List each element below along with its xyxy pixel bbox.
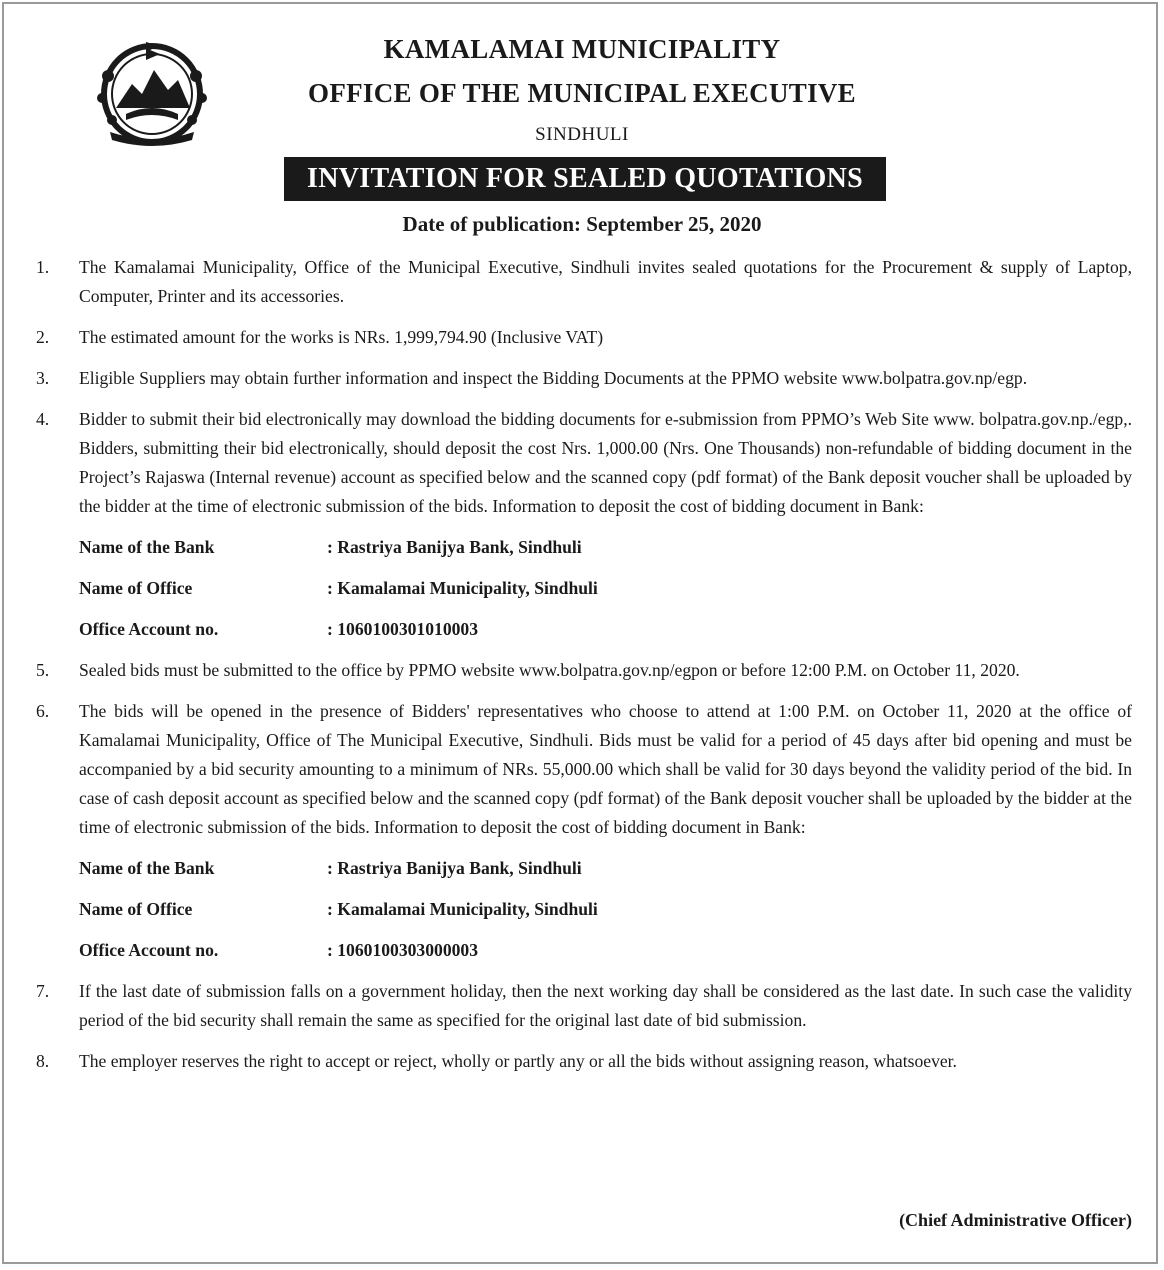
item-number: 2. <box>36 327 50 347</box>
item-text: Eligible Suppliers may obtain further information and inspect the Bidding Documents at the PPMO website www.bolpatra.gov.np/egp. <box>79 368 1028 388</box>
item-text: The estimated amount for the works is NRs. 1,999,794.90 (Inclusive VAT) <box>79 327 604 347</box>
bank-row <box>79 936 1132 965</box>
item-number: 3. <box>36 368 50 388</box>
bank-label: Name of the Bank <box>79 537 215 557</box>
bank-row <box>79 854 1132 883</box>
office-name: OFFICE OF THE MUNICIPAL EXECUTIVE <box>308 78 856 108</box>
bank-value: : Kamalamai Municipality, Sindhuli <box>327 578 598 598</box>
bank-row <box>79 533 1132 562</box>
list-item <box>36 977 1132 1035</box>
bank-row <box>79 574 1132 603</box>
list-item <box>36 656 1132 685</box>
bank-value: : 1060100303000003 <box>327 940 479 960</box>
list-item <box>36 1047 1132 1076</box>
item-text: The employer reserves the right to accept or reject, wholly or partly any or all the bids without assigning reason, whatsoever. <box>79 1051 957 1071</box>
bank-row <box>79 895 1132 924</box>
item-number: 5. <box>36 660 50 680</box>
bank-details-1 <box>79 533 1132 644</box>
item-text: Sealed bids must be submitted to the office by PPMO website www.bolpatra.gov.np/egpon or before 12:00 P.M. on October 11, 2020. <box>79 660 1020 680</box>
notice-title: INVITATION FOR SEALED QUOTATIONS <box>284 157 886 201</box>
district-name: SINDHULI <box>535 124 629 145</box>
notice-body <box>36 253 1132 1088</box>
bank-value: : 1060100301010003 <box>327 619 479 639</box>
item-text: The Kamalamai Municipality, Office of the Municipal Executive, Sindhuli invites sealed quotations for the Procurement & supply of Laptop, Computer, Printer and its accessories. <box>79 257 1132 306</box>
bank-label: Name of Office <box>79 899 193 919</box>
bank-label: Name of Office <box>79 578 193 598</box>
bank-label: Name of the Bank <box>79 858 215 878</box>
item-text: Bidder to submit their bid electronically may download the bidding documents for e-submission from PPMO’s Web Site www. bolpatra.gov.np./egp,. Bidders, submitting their bid electronically, should deposit the cost Nrs. 1,000.00 (Nrs. One Thousands) non-refundable of bidding document in the Project’s Rajaswa (Internal revenue) account as specified below and the scanned copy (pdf format) of the Bank deposit voucher shall be uploaded by the bidder at the time of electronic submission of the bids. Information to deposit the cost of bidding document in Bank: <box>79 409 1132 516</box>
bank-label: Office Account no. <box>79 619 219 639</box>
list-item <box>36 253 1132 311</box>
item-number: 8. <box>36 1051 50 1071</box>
bank-value: : Rastriya Banijya Bank, Sindhuli <box>327 858 582 878</box>
item-text: The bids will be opened in the presence of Bidders' representatives who choose to attend at 1:00 P.M. on October 11, 2020 at the office of Kamalamai Municipality, Office of The Municipal Executive, Sindhuli. Bids must be valid for a period of 45 days after bid opening and must be accompanied by a bid security amounting to a minimum of NRs. 55,000.00 which shall be valid for 30 days beyond the validity period of the bid. In case of cash deposit account as specified below and the scanned copy (pdf format) of the Bank deposit voucher shall be uploaded by the bidder at the time of electronic submission of the bids. Information to deposit the cost of bidding document in Bank: <box>79 701 1132 837</box>
list-item <box>36 364 1132 393</box>
list-item <box>36 405 1132 521</box>
municipality-name: KAMALAMAI MUNICIPALITY <box>383 34 781 64</box>
bank-row <box>79 615 1132 644</box>
list-item <box>36 323 1132 352</box>
bank-value: : Rastriya Banijya Bank, Sindhuli <box>327 537 582 557</box>
bank-label: Office Account no. <box>79 940 219 960</box>
bank-details-2 <box>79 854 1132 965</box>
item-number: 1. <box>36 257 50 277</box>
item-text: If the last date of submission falls on a government holiday, then the next working day shall be considered as the last date. In such case the validity period of the bid security shall remain the same as specified for the original last date of bid submission. <box>79 981 1132 1030</box>
bank-value: : Kamalamai Municipality, Sindhuli <box>327 899 598 919</box>
item-number: 4. <box>36 409 50 429</box>
publication-date: Date of publication: September 25, 2020 <box>402 212 762 236</box>
list-item <box>36 697 1132 842</box>
item-number: 6. <box>36 701 50 721</box>
signatory: (Chief Administrative Officer) <box>899 1210 1132 1230</box>
item-number: 7. <box>36 981 50 1001</box>
